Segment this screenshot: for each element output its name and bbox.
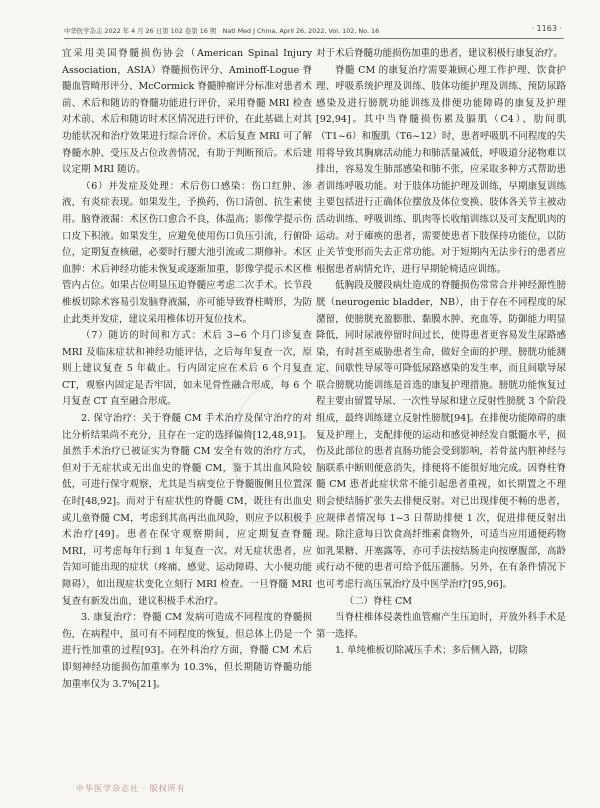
section-heading: （二）脊柱 CM — [344, 595, 413, 607]
paragraph: 1. 单纯椎板切除减压手术；多后侧入路，切除 — [335, 645, 528, 657]
paragraph: 宜采用美国脊髓损伤协会（American Spinal Injury Association，ASIA）脊髓损伤评分、Aminoff-Logue 脊髓血管畸形评分、McCormick 脊髓肿瘤评分标准对患者术前、术后和随访的脊髓功能进行评价，采用脊髓 MRI 检查对术前、术后和随访时术区情况进行评价，在此基础上对其功能状况和治疗效果进行综合评价。术后复查 MRI 可了解脊髓水肿、受压及占位改善情况，有助于判断预后。术后建议定期 MRI 随访。 — [62, 48, 312, 176]
left-column — [62, 46, 312, 693]
header-rule — [64, 38, 564, 39]
paragraph: 对于术后脊髓功能损伤加重的患者，建议积极行康复治疗。 — [316, 48, 564, 59]
page-number: · 1163 · — [531, 24, 562, 33]
paragraph: （7）随访的时间和方式：术后 3~6 个月门诊复查 MRI 及临床症状和神经功能评估，之后每年复查一次，原则上建议复查 5 年截止。行内固定应在术后 6 个月复查 CT，观察内固定是否牢固，如未见骨性融合形成，每 6 个月复查 CT 直至融合形成。 — [62, 330, 312, 408]
paragraph: 低胸段及腰段病灶造成的脊髓损伤常常合并神经源性膀胱（neurogenic bladder，NB），由于存在不同程度的尿潴留，使膀胱充盈膨胀、黏膜水肿、充血等，防御能力明显降低，同时尿液停留时间过长，使得患者更容易发生尿路感染，有时甚至威胁患者生命，做好全面的护理、膀胱功能测定、间歇性导尿等可降低尿路感染的发生率，而且间歇导尿联合膀胱功能训练是首选的康复护理措施。膀胱功能恢复过程主要由留置导尿、一次性导尿和建立反射性膀胱 3 个阶段组成，最终训练建立反射性膀胱[94]。在排便功能障碍的康复及护理上，支配排便的运动和感觉神经发自骶髓水平，损伤及此部位的患者直肠功能会受到影响，若骨盆内脏神经与脑联系中断则便意消失，排便将不能很好地完成。因脊柱脊髓 CM 患者此症状常不能引起患者重视，如长期置之不理则会使结肠扩张失去排便反射。对已出现排便不畅的患者，应规律者情况每 1~3 日帮助排便 1 次，促进排便反射出现。除注意每日饮食高纤维素食物外，可适当应用通便药物如乳果糖、开塞露等，亦可手法按结肠走向按摩腹部，高龄或行动不便的患者可给予低压灌肠。另外，在有条件情况下也可考虑行高压氧治疗及中医学治疗[95,96]。 — [316, 280, 566, 590]
right-column — [316, 46, 566, 660]
running-header — [64, 22, 562, 36]
paragraph: 当脊柱椎体侵袭性血管瘤产生压迫时，开放外科手术是第一选择。 — [316, 612, 566, 640]
journal-citation: 中华医学杂志 2022 年 4 月 26 日第 102 卷第 16 期 Natl Med J China, April 26, 2022, Vol. 102, No. 16 — [64, 27, 380, 35]
paragraph: 3. 康复治疗：脊髓 CM 发病可造成不同程度的脊髓损伤，在病程中，虽可有不同程度的恢复，但总体上仍是一个进行性加重的过程[93]。在外科治疗方面，脊髓 CM 术后即刻神经功能损伤加重率为 10.3%，但长期随访脊髓功能加重率仅为 3.7%[21]。 — [62, 612, 312, 690]
paragraph: 2. 保守治疗：关于脊髓 CM 手术治疗及保守治疗的对比分析结果尚不充分，且存在一定的选择偏倚[12,48,91]。虽然手术治疗已被证实为脊髓 CM 安全有效的治疗方式，但对于无症状或无出血史的脊髓 CM，鉴于其出血风险较低，可进行保守观察，尤其是当病变位于脊髓腹侧且位置深在时[48,92]。而对于有症状性的脊髓 CM，既往有出血史或儿童脊髓 CM，考虑到其高再出血风险，则应予以积极手术治疗[49]。患者在保守观察期间，应定期复查脊髓 MRI，可考虑每年行到 1 年复查一次。对无症状患者，应告知可能出现的症状（疼痛、感觉、运动障碍、大小便功能障碍），如出现症状变化立刻行 MRI 检查。一旦脊髓 MRI 复查有新发出血，建议积极手术治疗。 — [62, 413, 312, 607]
paragraph: 脊髓 CM 的康复治疗需要兼顾心理工作护理、饮食护理、呼吸系统护理及训练、肢体功能护理及训练、预防尿路感染及进行膀胱功能训练及排便功能障碍的康复及护理[92,94]。其中当脊髓损伤累及膈肌（C4）、肋间肌（T1~6）和腹肌（T6~12）时，患者呼吸肌不同程度的失用将导致其胸廓活动能力和肺活量减低，呼吸道分泌物难以排出，容易发生肺部感染和肺不张，应采取多种方式帮助患者训练呼吸功能。对于肢体功能护理及训练，早期康复训练主要包括进行正确体位摆放及体位变换、肢体各关节主被动活动训练、呼吸训练、肌肉等长收缩训练以及可支配肌肉的运动。对于瘫痪的患者，需要使患者下肢保持功能位，以防止关节变形而失去正常功能。对于短期内无法步行的患者应根据患者病情允许，进行早期轮椅适应训练。 — [316, 64, 566, 275]
paragraph: （6）并发症及处理：术后伤口感染：伤口红肿、渗液，有炎症表现。如果发生，予换药，伤口清创、抗生素使用。脑脊液漏：术区伤口愈合不良，体温高；影像学提示伤口皮下积液。如果发生，应避免使用伤口负压引流，行俯卧位，定期复查核磁，必要时行腰大池引流或二期修补。术区血肿：术后神经功能未恢复或逐渐加重，影像学提示术区椎管内占位。如果占位明显压迫脊髓应考虑二次手术。长节段椎板切除术容易引发脑脊液漏，亦可能导致脊柱畸形，为防止此类并发症，建议采用椎体切开复位技术。 — [62, 180, 312, 325]
publisher-footer: 中华医学杂志社 · 版权所有 — [76, 784, 186, 793]
